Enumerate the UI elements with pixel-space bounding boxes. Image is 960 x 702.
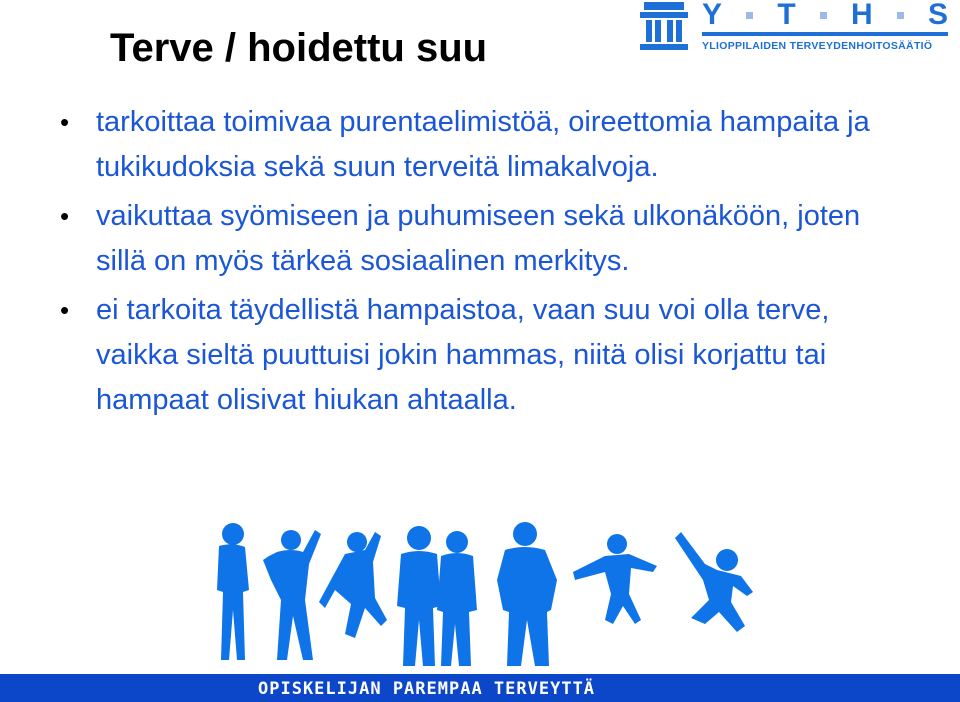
bullet-item xyxy=(60,288,900,423)
bullet-list xyxy=(60,100,900,427)
logo-letter: H xyxy=(850,0,873,31)
logo-separator xyxy=(820,12,827,19)
logo-subtitle: YLIOPPILAIDEN TERVEYDENHOITOSÄÄTIÖ xyxy=(702,40,933,52)
people-silhouettes-illustration xyxy=(205,520,765,670)
logo-letter: S xyxy=(927,0,948,31)
logo-underline xyxy=(702,32,948,36)
bullet-dot-icon: • xyxy=(60,201,70,231)
yths-logo xyxy=(636,2,948,54)
logo-letter: Y xyxy=(702,0,723,31)
logo-letters xyxy=(702,0,948,32)
bullet-item xyxy=(60,100,900,190)
bullet-dot-icon: • xyxy=(60,295,70,325)
logo-separator xyxy=(897,12,904,19)
footer-slogan: OPISKELIJAN PAREMPAA TERVEYTTÄ xyxy=(258,679,596,699)
logo-separator xyxy=(746,12,753,19)
bullet-dot-icon: • xyxy=(60,107,70,137)
bullet-text: tarkoittaa toimivaa purentaelimistöä, oireettomia hampaita ja tukikudoksia sekä suun terveitä limakalvoja. xyxy=(96,106,870,183)
bullet-item xyxy=(60,194,900,284)
slide-title: Terve / hoidettu suu xyxy=(110,26,488,70)
pillar-logo-icon xyxy=(636,2,692,52)
bullet-text: vaikuttaa syömiseen ja puhumiseen sekä ulkonäköön, joten sillä on myös tärkeä sosiaalinen merkitys. xyxy=(96,200,861,277)
logo-letter: T xyxy=(777,0,796,31)
bullet-text: ei tarkoita täydellistä hampaistoa, vaan suu voi olla terve, vaikka sieltä puuttuisi jokin hammas, niitä olisi korjattu tai hampaat olisivat hiukan ahtaalla. xyxy=(96,294,830,416)
footer-bar xyxy=(0,674,960,702)
